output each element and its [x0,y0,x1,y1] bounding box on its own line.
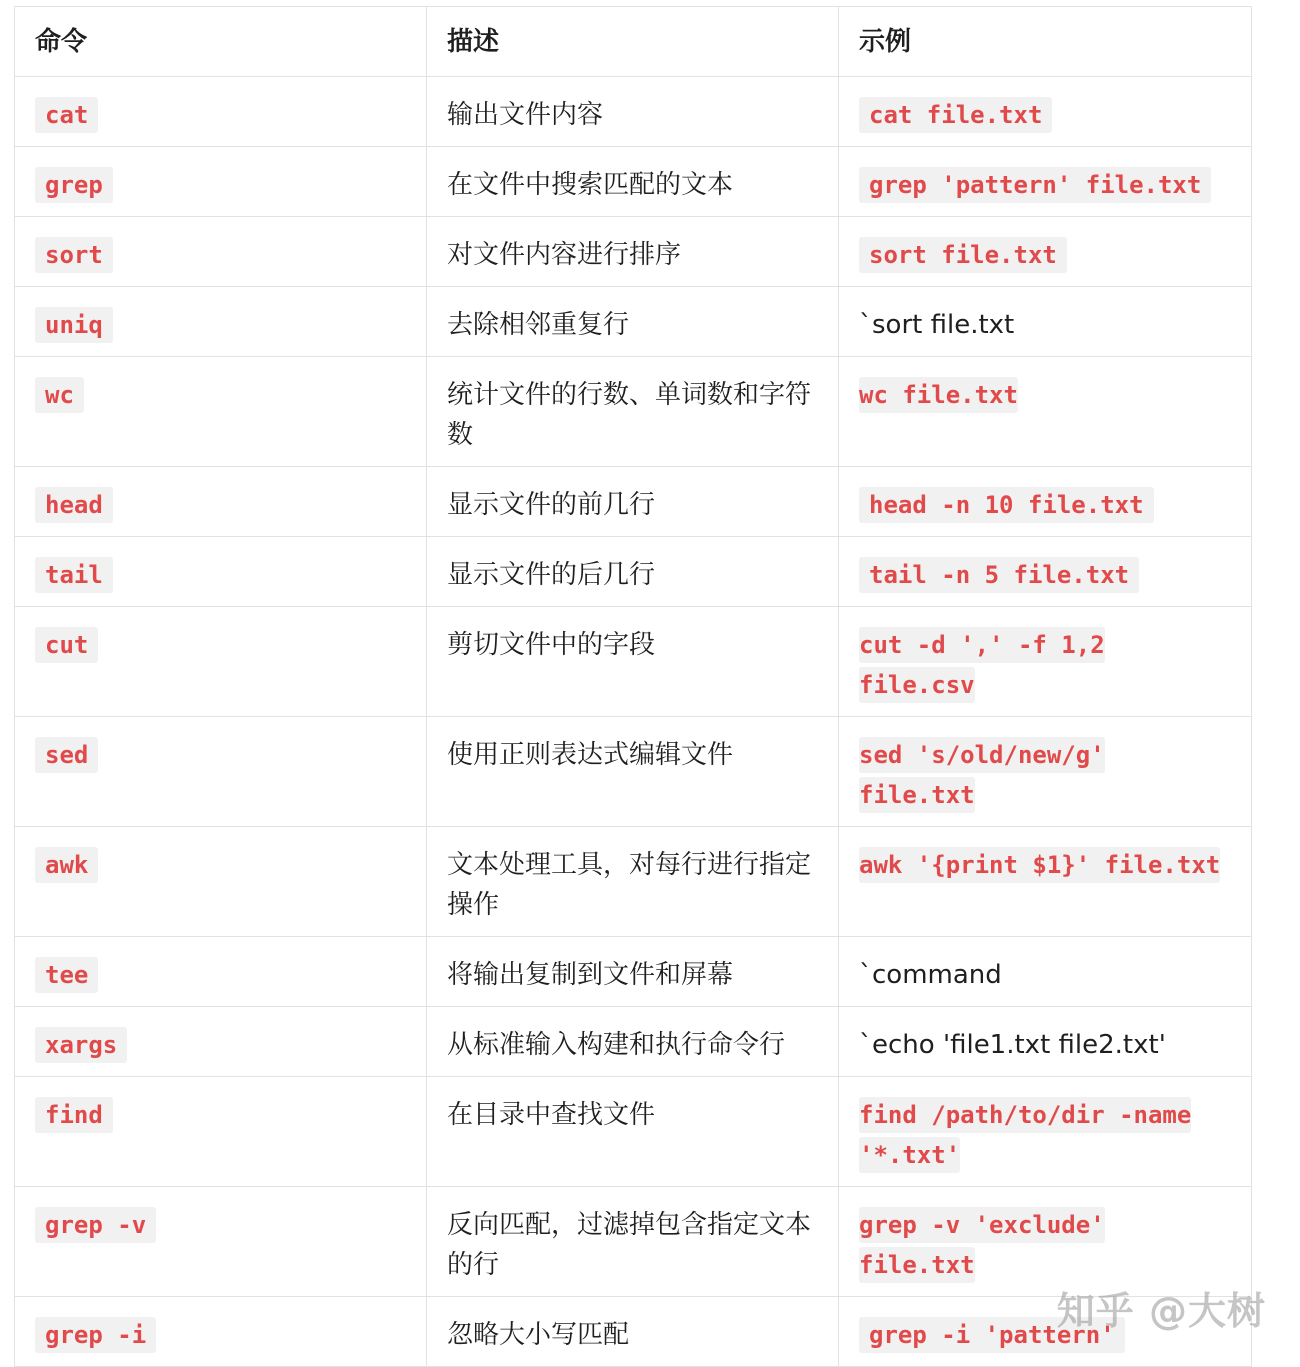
description-text: 从标准输入构建和执行命令行 [447,1030,786,1060]
command-cell [15,607,427,717]
table-row [15,717,1252,827]
header-description: 描述 [427,7,839,77]
command-code: cat [35,97,98,133]
example-text: `sort file.txt [859,310,1015,340]
table-row [15,357,1252,467]
description-cell [427,827,839,937]
table-row [15,77,1252,147]
example-code: grep 'pattern' file.txt [859,167,1211,203]
description-cell [427,717,839,827]
table-row [15,537,1252,607]
description-text: 将输出复制到文件和屏幕 [447,960,734,990]
description-text: 文本处理工具，对每行进行指定操作 [447,850,812,920]
example-code: grep -i 'pattern' [859,1317,1125,1353]
description-cell [427,77,839,147]
command-code: sed [35,737,98,773]
example-cell [839,357,1252,467]
command-code: find [35,1097,113,1133]
command-cell [15,1007,427,1077]
example-code: grep -v 'exclude' file.txt [859,1207,1105,1283]
command-code: head [35,487,113,523]
command-cell [15,357,427,467]
example-code: sed 's/old/new/g' file.txt [859,737,1105,813]
example-code: awk '{print $1}' file.txt [859,847,1220,883]
example-cell [839,287,1252,357]
command-code: tee [35,957,98,993]
table-row [15,287,1252,357]
example-cell [839,217,1252,287]
command-code: grep -i [35,1317,156,1353]
command-cell [15,1187,427,1297]
example-cell [839,1007,1252,1077]
command-table-container [14,6,1251,1367]
description-text: 使用正则表达式编辑文件 [447,740,734,770]
example-code: cut -d ',' -f 1,2 file.csv [859,627,1105,703]
description-text: 显示文件的前几行 [447,490,656,520]
command-code: tail [35,557,113,593]
command-code: wc [35,377,84,413]
command-code: awk [35,847,98,883]
example-cell [839,537,1252,607]
table-body [15,77,1252,1367]
example-code: sort file.txt [859,237,1067,273]
table-row [15,147,1252,217]
description-text: 输出文件内容 [447,100,604,130]
header-command: 命令 [15,7,427,77]
description-cell [427,147,839,217]
command-code: grep [35,167,113,203]
command-code: grep -v [35,1207,156,1243]
example-code: find /path/to/dir -name '*.txt' [859,1097,1191,1173]
command-code: uniq [35,307,113,343]
description-text: 剪切文件中的字段 [447,630,656,660]
table-row [15,467,1252,537]
command-cell [15,287,427,357]
table-row [15,827,1252,937]
description-text: 忽略大小写匹配 [447,1320,630,1350]
command-cell [15,937,427,1007]
command-cell [15,147,427,217]
description-text: 统计文件的行数、单词数和字符数 [447,380,812,450]
table-row [15,1007,1252,1077]
command-cell [15,467,427,537]
command-table [14,6,1252,1367]
description-cell [427,607,839,717]
command-cell [15,1297,427,1367]
description-cell [427,1007,839,1077]
description-cell [427,1187,839,1297]
command-code: cut [35,627,98,663]
description-text: 在目录中查找文件 [447,1100,656,1130]
example-cell [839,937,1252,1007]
command-code: xargs [35,1027,127,1063]
description-text: 对文件内容进行排序 [447,240,682,270]
table-row [15,1077,1252,1187]
description-cell [427,937,839,1007]
description-text: 在文件中搜索匹配的文本 [447,170,734,200]
example-code: tail -n 5 file.txt [859,557,1139,593]
example-cell [839,147,1252,217]
description-cell [427,287,839,357]
example-cell [839,1077,1252,1187]
example-code: cat file.txt [859,97,1052,133]
description-cell [427,1077,839,1187]
command-code: sort [35,237,113,273]
table-header-row [15,7,1252,77]
example-cell [839,717,1252,827]
example-code: wc file.txt [859,377,1018,413]
description-cell [427,1297,839,1367]
example-cell [839,467,1252,537]
command-cell [15,827,427,937]
table-row [15,937,1252,1007]
example-cell [839,827,1252,937]
command-cell [15,1077,427,1187]
example-cell [839,607,1252,717]
command-cell [15,537,427,607]
example-text: `echo 'file1.txt file2.txt' [859,1030,1166,1060]
example-cell [839,77,1252,147]
description-cell [427,357,839,467]
description-text: 反向匹配，过滤掉包含指定文本的行 [447,1210,812,1280]
command-cell [15,77,427,147]
zhihu-watermark: 知乎 @大树 [1056,1289,1266,1333]
description-text: 去除相邻重复行 [447,310,630,340]
command-cell [15,217,427,287]
example-text: `command [859,960,1002,990]
example-code: head -n 10 file.txt [859,487,1154,523]
description-cell [427,217,839,287]
table-row [15,607,1252,717]
description-text: 显示文件的后几行 [447,560,656,590]
header-example: 示例 [839,7,1252,77]
description-cell [427,467,839,537]
description-cell [427,537,839,607]
table-row [15,217,1252,287]
command-cell [15,717,427,827]
